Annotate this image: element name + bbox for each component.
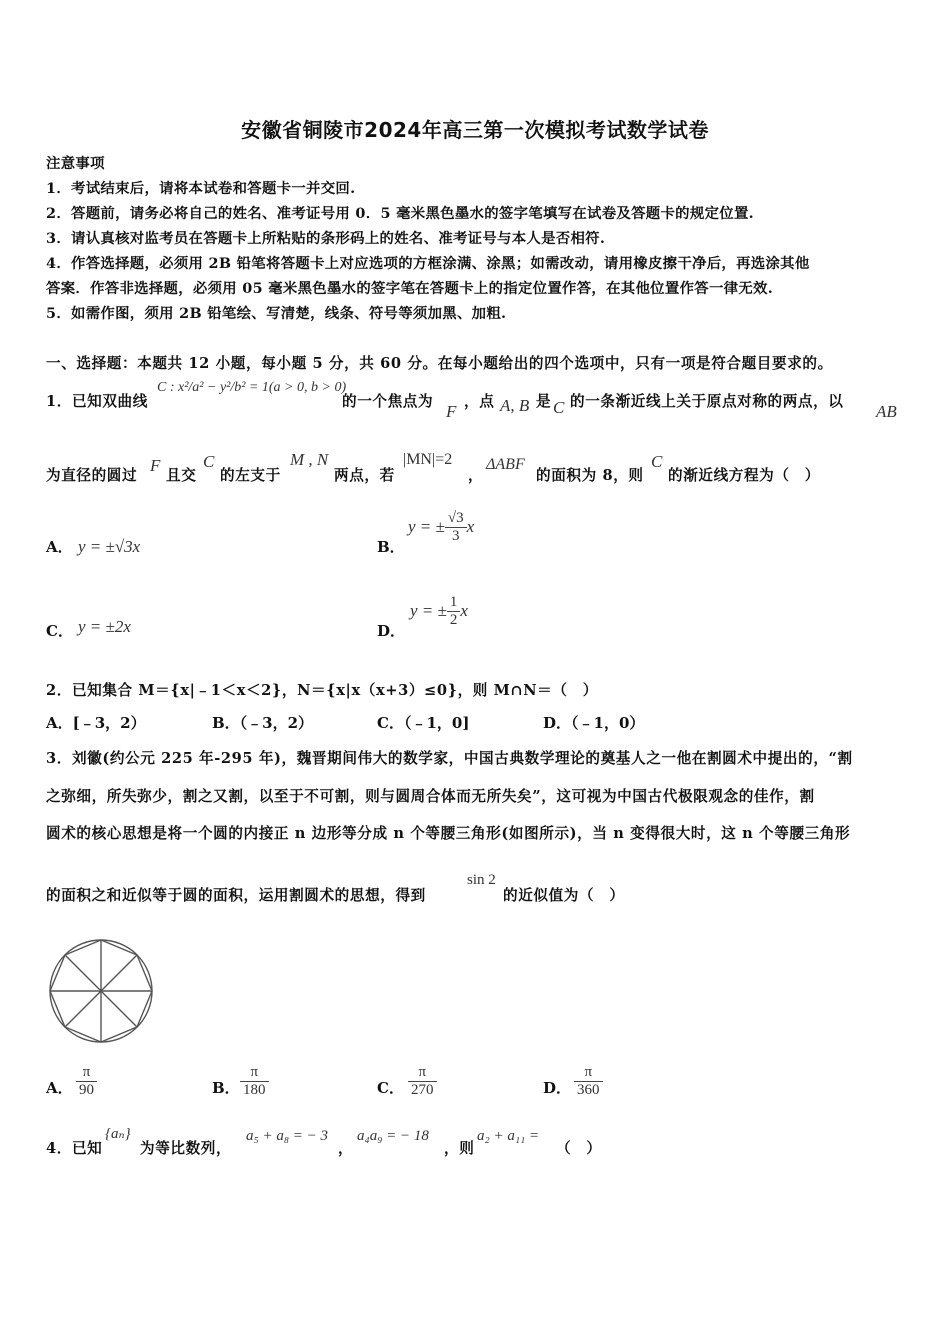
q1-option-d-post: x <box>460 601 468 620</box>
q1-option-b-num: √3 <box>445 510 467 528</box>
section-heading: 一、选择题：本题共 12 小题，每小题 5 分，共 60 分。在每小题给出的四个选项中，只有一项是符合题目要求的。 <box>46 355 833 372</box>
notice-heading: 注意事项 <box>46 155 105 172</box>
q3-circle-figure <box>48 938 156 1044</box>
q1-hyperbola-formula: C : x²/a² − y²/b² = 1(a > 0, b > 0) <box>157 380 347 395</box>
q1-option-b <box>408 510 474 545</box>
q1-focus: F <box>446 402 457 421</box>
q1-text: ，点 <box>464 393 495 410</box>
notice-item: 4．作答选择题，必须用 2B 铅笔将答题卡上对应选项的方框涂满、涂黑；如需改动，请用橡皮擦干净后，再选涂其他 <box>46 255 810 272</box>
q1-curve-c: C <box>553 398 565 417</box>
q1-text: 的面积为 8，则 <box>536 467 644 484</box>
q1-text: ， <box>468 467 484 484</box>
q3-option-d <box>574 1064 603 1099</box>
q2-option-a: A．[﹣3，2） <box>46 714 146 732</box>
q3-option-c <box>408 1064 437 1099</box>
q4-eq2: a₄a₉ = − 18 <box>357 1128 429 1144</box>
q3-option-b-label: B． <box>212 1079 240 1097</box>
q1-option-a-label: A． <box>46 538 73 556</box>
q3-option-c-den: 270 <box>411 1082 434 1098</box>
radius-line <box>101 991 137 1027</box>
q2-option-c: C．（﹣1，0] <box>377 714 470 732</box>
q2-option-d: D．（﹣1，0） <box>543 714 645 732</box>
q3-option-a-den: 90 <box>79 1082 94 1098</box>
q3-option-d-label: D． <box>543 1079 572 1097</box>
q3-option-a-num: π <box>76 1064 97 1082</box>
q1-option-b-label: B． <box>377 538 405 556</box>
q3-text: 3．刘徽(约公元 225 年-295 年)，魏晋期间伟大的数学家，中国古典数学理论的奠基人之一他在割圆术中提出的，“割 <box>46 750 853 767</box>
q1-curve-c: C <box>203 452 215 471</box>
q1-option-d-num: 1 <box>447 594 461 612</box>
q4-text: （ ） <box>556 1140 602 1157</box>
q1-option-a: y = ±√3x <box>78 537 141 556</box>
q1-option-b-den: 3 <box>451 528 460 544</box>
q4-sequence: {aₙ} <box>105 1126 131 1142</box>
q1-mn: M , N <box>290 450 329 469</box>
q1-focus: F <box>150 456 161 475</box>
q1-triangle: ΔABF <box>486 456 525 473</box>
q3-text: 圆术的核心思想是将一个圆的内接正 n 边形等分成 n 个等腰三角形(如图所示)，当 n 变得很大时，这 n 个等腰三角形 <box>46 825 851 842</box>
q3-option-c-num: π <box>408 1064 437 1082</box>
q3-option-b <box>240 1064 269 1099</box>
q1-ab: AB <box>876 402 897 421</box>
q1-option-d-label: D． <box>377 622 406 640</box>
q3-option-b-den: 180 <box>243 1082 266 1098</box>
radius-line <box>101 955 137 991</box>
q3-text: 的面积之和近似等于圆的面积，运用割圆术的思想，得到 <box>46 887 426 904</box>
notice-item: 1．考试结束后，请将本试卷和答题卡一并交回. <box>46 180 356 197</box>
q1-option-b-post: x <box>466 517 475 536</box>
q1-text: 是 <box>536 393 552 410</box>
q4-eq3: a₂ + a₁₁ = <box>477 1128 540 1144</box>
q1-text: 的左支于 <box>220 467 281 484</box>
q3-option-b-num: π <box>240 1064 269 1082</box>
page-title: 安徽省铜陵市2024年高三第一次模拟考试数学试卷 <box>241 118 709 142</box>
q3-option-a-label: A． <box>46 1079 73 1097</box>
q1-points: A, B <box>500 396 530 415</box>
q4-text: ，则 <box>444 1140 475 1157</box>
q1-option-c-label: C． <box>46 622 73 640</box>
q3-option-c-label: C． <box>377 1079 404 1097</box>
q4-text: 4．已知 <box>46 1140 103 1157</box>
q1-curve-c: C <box>651 452 663 471</box>
q3-text: 之弥细，所失弥少，割之又割，以至于不可割，则与圆周合体而无所失矣”，这可视为中国古代极限观念的佳作，割 <box>46 788 815 805</box>
q1-option-d-den: 2 <box>449 612 458 628</box>
q1-text: 为直径的圆过 <box>46 467 138 484</box>
q3-option-a <box>76 1064 97 1099</box>
notice-item: 5．如需作图，须用 2B 铅笔绘、写清楚，线条、符号等须加黑、加粗. <box>46 305 507 322</box>
q1-option-d <box>410 594 468 629</box>
q3-option-d-num: π <box>574 1064 603 1082</box>
q3-option-d-den: 360 <box>577 1082 600 1098</box>
q1-hyperbola <box>157 380 346 396</box>
q1-text: 两点，若 <box>334 467 395 484</box>
q1-option-c: y = ±2x <box>78 617 131 636</box>
radius-line <box>65 991 101 1027</box>
q1-option-b-pre: y = ± <box>408 517 445 536</box>
q1-text: 的一条渐近线上关于原点对称的两点，以 <box>570 393 844 410</box>
q3-sin2: sin 2 <box>467 872 496 888</box>
q2-option-b: B．（﹣3，2） <box>212 714 314 732</box>
q1-text: 的渐近线方程为（ ） <box>668 467 820 484</box>
q1-option-d-pre: y = ± <box>410 601 447 620</box>
notice-item: 2．答题前，请务必将自己的姓名、准考证号用 0．5 毫米黑色墨水的签字笔填写在试卷及答题卡的规定位置. <box>46 205 754 222</box>
radius-line <box>65 955 101 991</box>
q4-eq1: a₅ + a₈ = − 3 <box>246 1128 329 1144</box>
q1-text: 且交 <box>166 467 197 484</box>
q1-mn-length: |MN|=2 <box>403 451 453 468</box>
q1-text: 1．已知双曲线 <box>46 393 148 410</box>
q2-stem: 2．已知集合 M＝{x|﹣1＜x＜2}，N＝{x|x（x+3）≤0}，则 M∩N＝（ ） <box>46 682 598 699</box>
q4-text: 为等比数列， <box>140 1140 232 1157</box>
q1-text: 的一个焦点为 <box>342 393 434 410</box>
notice-item: 3．请认真核对监考员在答题卡上所粘贴的条形码上的姓名、准考证号与本人是否相符. <box>46 230 606 247</box>
q3-text: 的近似值为（ ） <box>503 887 625 904</box>
q4-text: ， <box>338 1140 354 1157</box>
notice-item: 答案．作答非选择题，必须用 05 毫米黑色墨水的签字笔在答题卡上的指定位置作答，在其他位置作答一律无效. <box>46 280 774 297</box>
